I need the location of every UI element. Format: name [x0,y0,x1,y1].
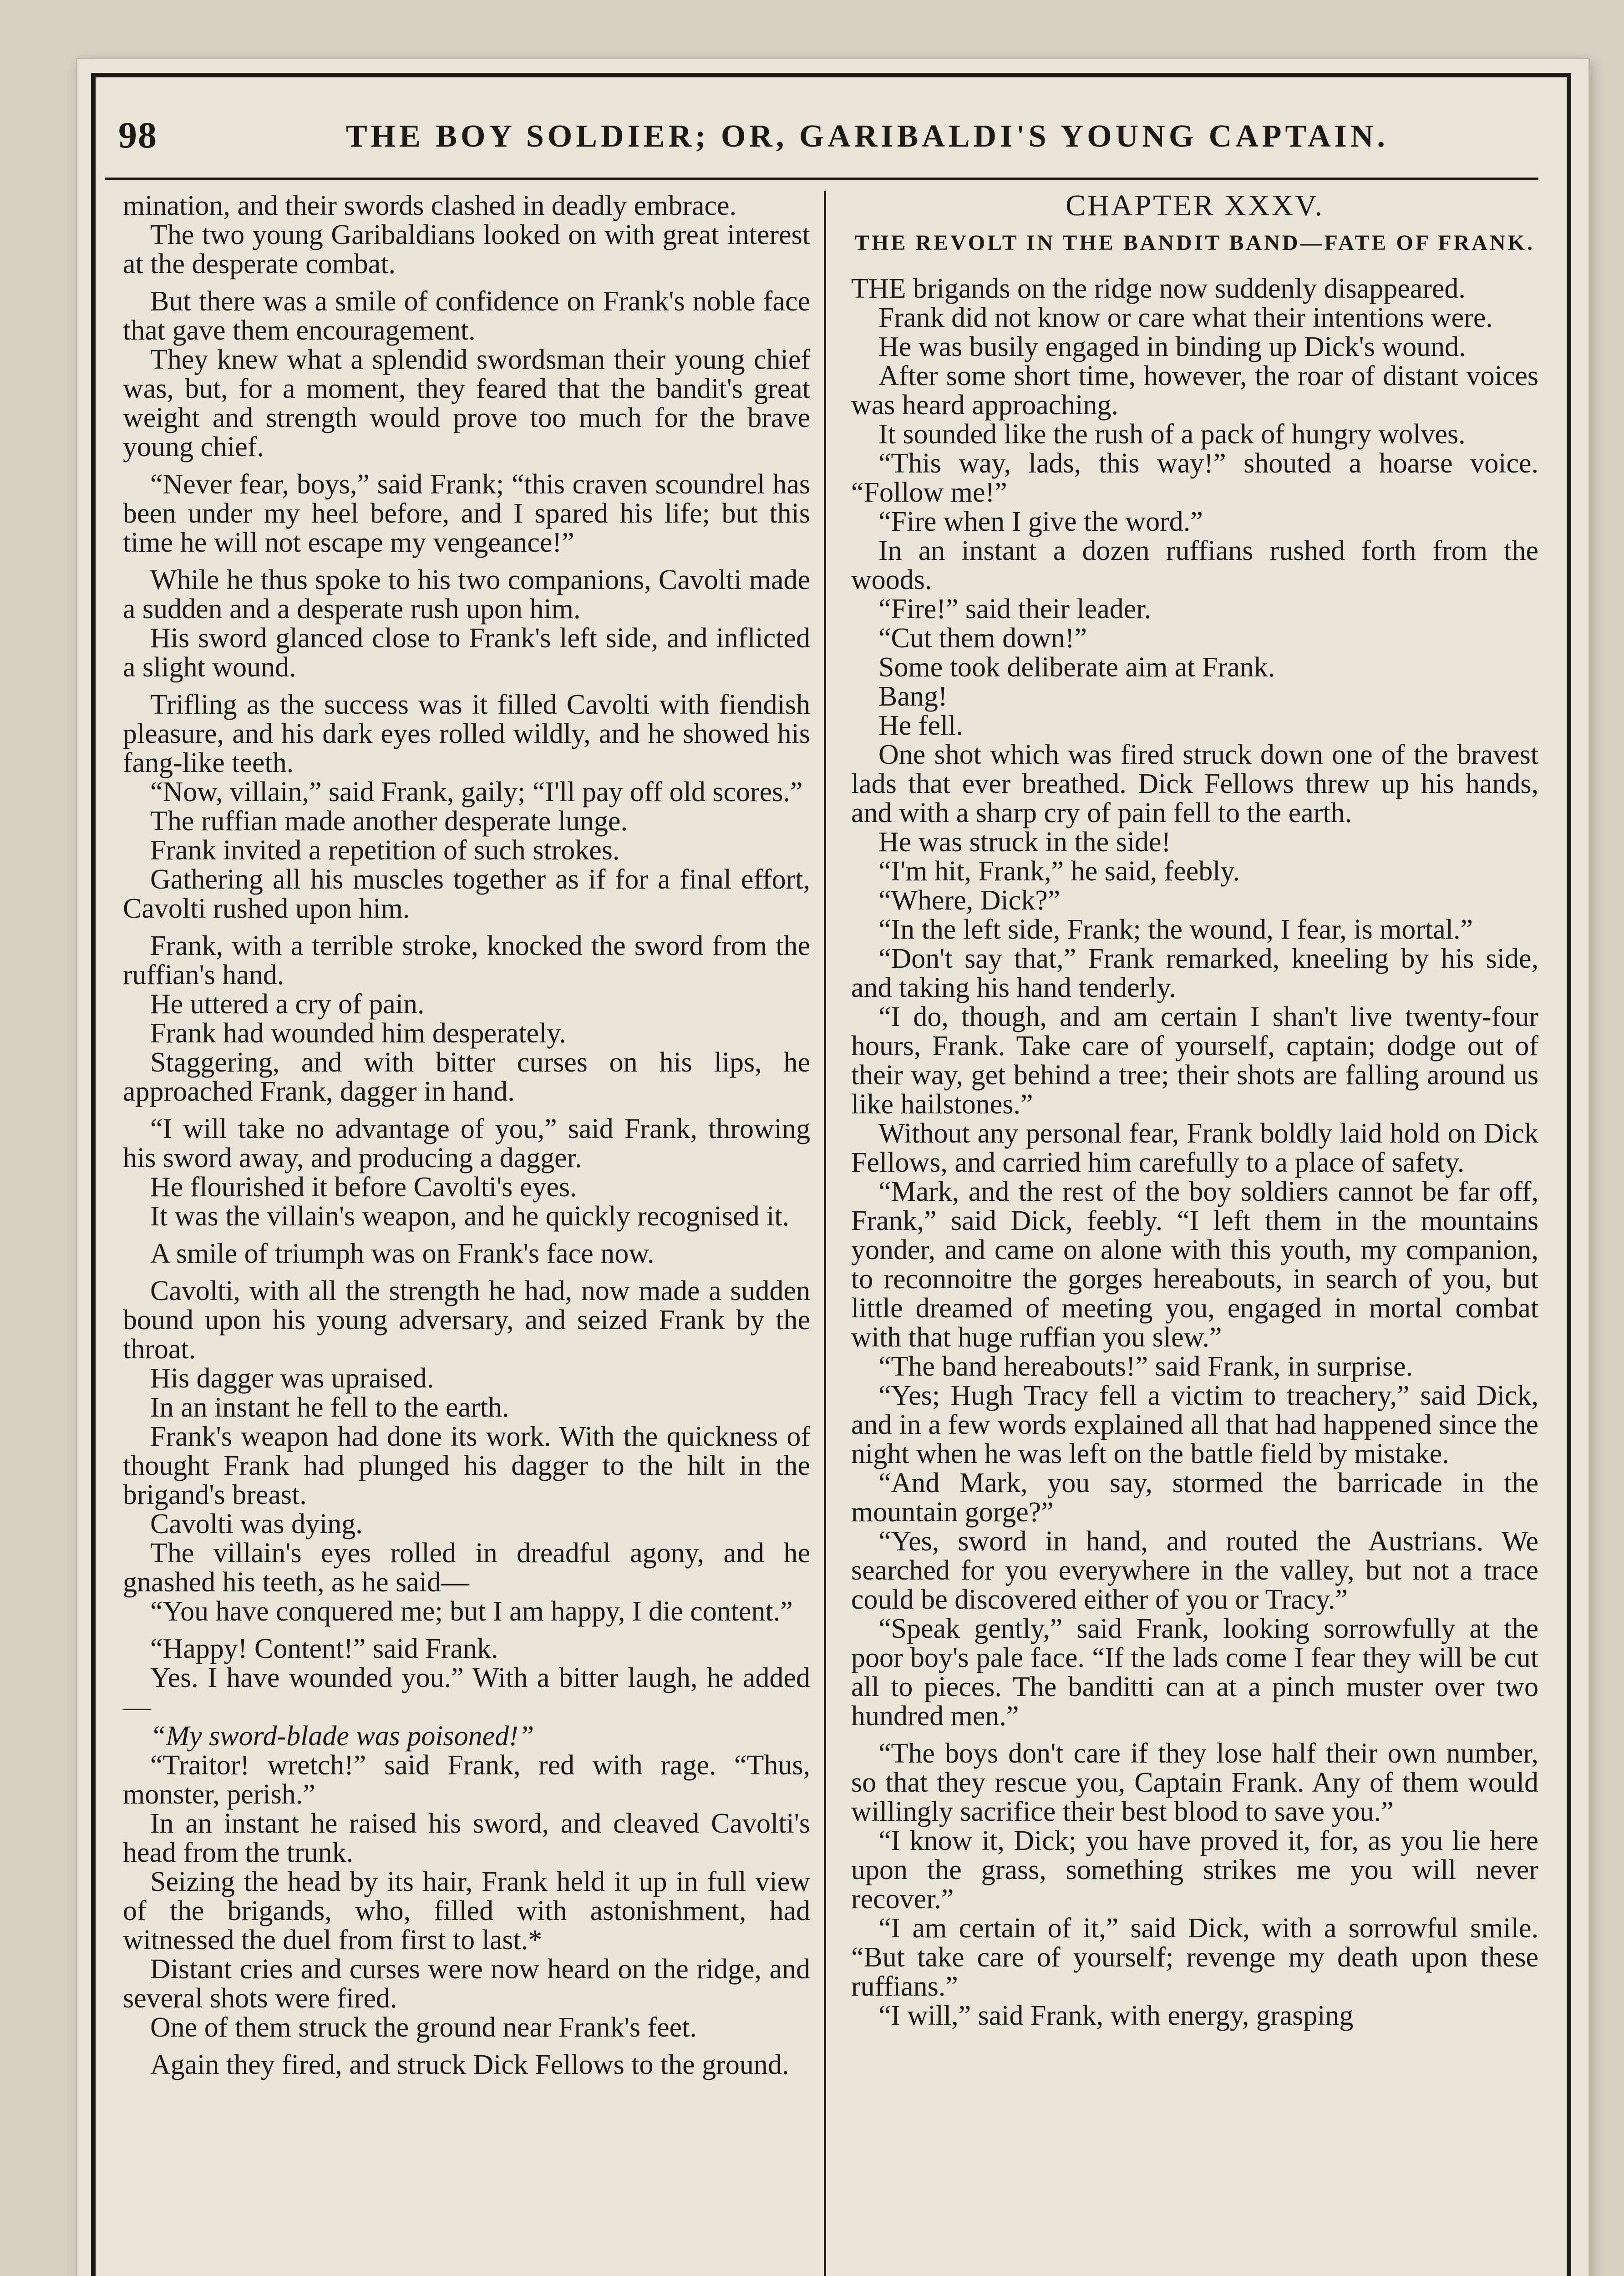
paragraph: “Traitor! wretch!” said Frank, red with rage. “Thus, monster, perish.” [123,1750,810,1810]
page-number: 98 [118,114,157,156]
paragraph: But there was a smile of confidence on Frank's noble face that gave them encouragement. [123,286,810,346]
paragraph: “Where, Dick?” [878,885,1061,916]
paragraph: Distant cries and curses were now heard on the ridge, and several shots were fired. [123,1954,810,2014]
paragraph: He flourished it before Cavolti's eyes. [150,1172,577,1203]
paragraph: The ruffian made another desperate lunge. [150,806,628,837]
right-column [851,191,1538,2276]
paragraph: In an instant he raised his sword, and cleaved Cavolti's head from the trunk. [123,1808,810,1868]
paragraph: “Fire!” said their leader. [878,594,1152,625]
paragraph: “I know it, Dick; you have proved it, for, as you lie here upon the grass, something strikes me you will never recover.” [851,1825,1538,1915]
paragraph: The villain's eyes rolled in dreadful agony, and he gnashed his teeth, as he said— [123,1538,810,1598]
paragraph: He was struck in the side! [878,827,1171,858]
paragraph: THE brigands on the ridge now suddenly disappeared. [851,273,1466,304]
column-divider [824,191,826,2276]
paragraph: Frank's weapon had done its work. With the quickness of thought Frank had plunged his dagger to the hilt in the brigand's breast. [123,1421,810,1510]
paragraph: “Mark, and the rest of the boy soldiers cannot be far off, Frank,” said Dick, feebly. “I left them in the mountains yonder, and came on alone with this youth, my companion, to reconnoitre the gorges hereabouts, in search of you, but little dreamed of meeting you, engaged in mortal combat with that huge ruffian you slew.” [851,1176,1538,1353]
paragraph: Bang! [878,681,948,712]
paragraph: “Speak gently,” said Frank, looking sorrowfully at the poor boy's pale face. “If the lads come I fear they will be cut all to pieces. The banditti can at a pinch muster over two hundred men.” [851,1613,1538,1732]
paragraph: Seizing the head by its hair, Frank held it up in full view of the brigands, who, filled with astonishment, had witnessed the duel from first to last.* [123,1866,810,1956]
paragraph: Some took deliberate aim at Frank. [878,652,1275,683]
paragraph: His sword glanced close to Frank's left side, and inflicted a slight wound. [123,623,810,683]
paragraph: Yes. I have wounded you.” With a bitter laugh, he added— [123,1662,810,1722]
paragraph: “I do, though, and am certain I shan't live twenty-four hours, Frank. Take care of yourself, captain; dodge out of their way, get behind a tree; their shots are falling around us like hailstones.” [851,1001,1538,1120]
chapter-heading: CHAPTER XXXV. [1066,189,1324,222]
chapter-title: THE REVOLT IN THE BANDIT BAND—FATE OF FRANK. [855,231,1535,255]
header-rule [105,178,1538,180]
paragraph: Staggering, and with bitter curses on his lips, he approached Frank, dagger in hand. [123,1047,810,1107]
right-column-text [851,274,1538,2030]
paragraph: “The boys don't care if they lose half their own number, so that they rescue you, Captain Frank. Any of them would willingly sacrifice their best blood to save you.” [851,1738,1538,1827]
paragraph: Again they fired, and struck Dick Fellows to the ground. [150,2049,789,2080]
paragraph: “My sword-blade was poisoned!” [150,1721,534,1752]
paragraph: Frank invited a repetition of such strokes. [150,835,620,866]
paragraph: Frank, with a terrible stroke, knocked the sword from the ruffian's hand. [123,930,810,991]
paragraph: Frank had wounded him desperately. [150,1018,566,1049]
paragraph: It was the villain's weapon, and he quickly recognised it. [150,1201,790,1232]
paragraph: One of them struck the ground near Frank's feet. [150,2012,697,2043]
paragraph: “I will take no advantage of you,” said Frank, throwing his sword away, and producing a dagger. [123,1113,810,1174]
paragraph: “Cut them down!” [878,623,1087,654]
paragraph: He was busily engaged in binding up Dick's wound. [878,331,1466,362]
paragraph: “Don't say that,” Frank remarked, kneeling by his side, and taking his hand tenderly. [851,943,1538,1003]
paragraph: His dagger was upraised. [150,1363,434,1394]
paragraph: They knew what a splendid swordsman their young chief was, but, for a moment, they feared that the bandit's great weight and strength would prove too much for the brave young chief. [123,344,810,462]
paragraph: He uttered a cry of pain. [150,989,425,1020]
paragraph: One shot which was fired struck down one of the bravest lads that ever breathed. Dick Fellows threw up his hands, and with a sharp cry of pain fell to the earth. [851,739,1538,828]
page-sheet [77,59,1588,2276]
paragraph: After some short time, however, the roar of distant voices was heard approaching. [851,361,1538,421]
left-column [123,191,810,2276]
paragraph: “I am certain of it,” said Dick, with a sorrowful smile. “But take care of yourself; revenge my death upon these ruffians.” [851,1913,1538,2002]
paragraph: Frank did not know or care what their intentions were. [878,302,1493,333]
paragraph: Gathering all his muscles together as if for a final effort, Cavolti rushed upon him. [123,864,810,924]
paragraph: Cavolti, with all the strength he had, now made a sudden bound upon his young adversary, and seized Frank by the throat. [123,1275,810,1365]
running-header [118,114,1548,168]
paragraph: mination, and their swords clashed in deadly embrace. [123,190,737,221]
paragraph: It sounded like the rush of a pack of hungry wolves. [878,419,1466,450]
paragraph: “Yes; Hugh Tracy fell a victim to treachery,” said Dick, and in a few words explained all that had happened since the night when he was left on the battle field by mistake. [851,1380,1538,1469]
paragraph: The two young Garibaldians looked on with great interest at the desperate combat. [123,219,810,279]
paragraph: “This way, lads, this way!” shouted a hoarse voice. “Follow me!” [851,448,1538,508]
paragraph: “Yes, sword in hand, and routed the Austrians. We searched for you everywhere in the valley, but not a trace could be discovered either of you or Tracy.” [851,1526,1538,1615]
paragraph: He fell. [878,710,963,741]
paragraph: In an instant he fell to the earth. [150,1392,509,1423]
paragraph: “Happy! Content!” said Frank. [150,1633,498,1664]
paragraph: While he thus spoke to his two companions, Cavolti made a sudden and a desperate rush upon him. [123,564,810,625]
paragraph: In an instant a dozen ruffians rushed forth from the woods. [851,535,1538,595]
paragraph: “I'm hit, Frank,” he said, feebly. [878,856,1240,887]
paragraph: “Fire when I give the word.” [878,506,1203,537]
paragraph: A smile of triumph was on Frank's face now. [150,1238,655,1269]
paragraph: “In the left side, Frank; the wound, I fear, is mortal.” [878,914,1473,945]
running-title: THE BOY SOLDIER; OR, GARIBALDI'S YOUNG CAPTAIN. [346,119,1389,154]
paragraph: “And Mark, you say, stormed the barricade in the mountain gorge?” [851,1468,1538,1528]
paragraph: Cavolti was dying. [150,1509,363,1539]
paragraph: “Now, villain,” said Frank, gaily; “I'll pay off old scores.” [150,777,803,808]
paragraph: “You have conquered me; but I am happy, I die content.” [150,1596,793,1627]
paragraph: Without any personal fear, Frank boldly laid hold on Dick Fellows, and carried him carefully to a place of safety. [851,1118,1538,1178]
paragraph: “Never fear, boys,” said Frank; “this craven scoundrel has been under my heel before, and I spared his life; but this time he will not escape my vengeance!” [123,469,810,558]
paragraph: “I will,” said Frank, with energy, grasping [878,2000,1354,2031]
paragraph: Trifling as the success was it filled Cavolti with fiendish pleasure, and his dark eyes rolled wildly, and he showed his fang-like teeth. [123,689,810,778]
paragraph: “The band hereabouts!” said Frank, in surprise. [878,1351,1413,1382]
